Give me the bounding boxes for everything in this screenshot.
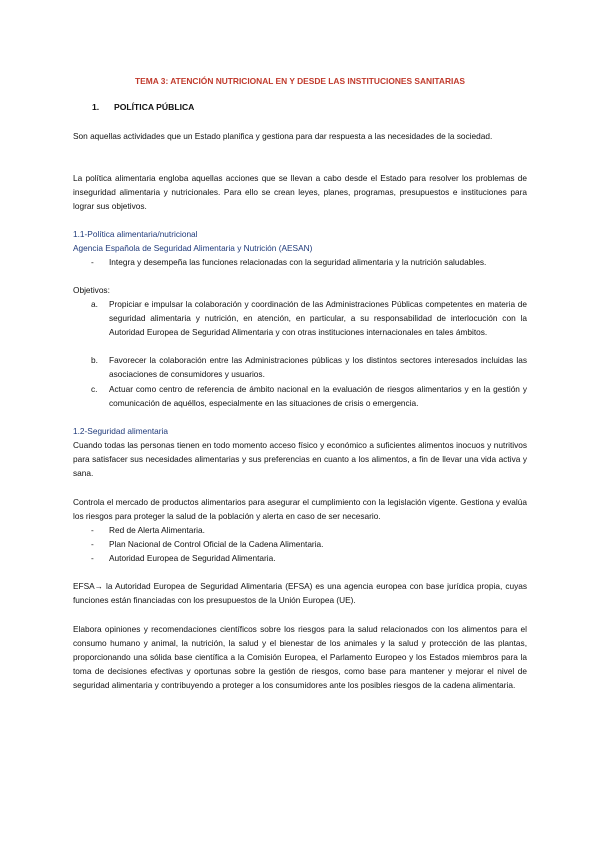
list-item xyxy=(91,537,323,551)
dash-marker: - xyxy=(91,539,94,549)
list-item-text: Red de Alerta Alimentaria. xyxy=(109,525,205,535)
objective-text: Propiciar e impulsar la colaboración y coordinación de las Administraciones Públicas competentes en materia de seguridad alimentaria y nutrición, en atención, en particular, a su responsabilidad de interlocución con la Autoridad Europea de Seguridad Alimentaria y con otras instituciones internacionales en tales ámbitos. xyxy=(109,299,527,337)
objective-text: Favorecer la colaboración entre las Administraciones públicas y los distintos sectores interesados incluidas las asociaciones de consumidores y usuarios. xyxy=(109,355,527,379)
objective-item-c xyxy=(91,382,527,410)
paragraph-elabora: Elabora opiniones y recomendaciones científicos sobre los riesgos para la salud relacionados con los alimentos para el consumo humano y animal, la nutrición, la salud y el bienestar de los animales y la salud y protección de las plantas, proporcionando una sólida base científica a la Comisión Europea, el Parlamento Europeo y los Estados miembros para la toma de decisiones efectivas y oportunas sobre la gestión de riesgos, como base para mantener y mejorar el nivel de seguridad alimentaria y contribuyendo a proteger a los consumidores ante los posibles riesgos de la cadena alimentaria. xyxy=(73,624,527,690)
objective-item-b xyxy=(91,353,527,381)
paragraph-seguridad-alimentaria: Cuando todas las personas tienen en todo momento acceso físico y económico a suficientes alimentos inocuos y nutritivos para satisfacer sus necesidades alimentarias y sus preferencias en cuanto a los alimentos, a fin de llevar una vida activa y sana. xyxy=(73,440,527,478)
objective-marker: c. xyxy=(91,384,98,394)
paragraph-controla: Controla el mercado de productos alimentarios para asegurar el cumplimiento con la legislación vigente. Gestiona y evalúa los riesgos para proteger la salud de la población y alerta en caso de ser necesario. xyxy=(73,497,527,521)
agency-name-aesan: Agencia Española de Seguridad Alimentaria y Nutrición (AESAN) xyxy=(73,243,313,253)
paragraph-politica-alimentaria: La política alimentaria engloba aquellas acciones que se llevan a cabo desde el Estado para resolver los problemas de inseguridad alimentaria y nutricionales. Para ello se crean leyes, planes, programas, presupuestos e instituciones para lograr sus objetivos. xyxy=(73,173,527,211)
dash-marker: - xyxy=(91,257,94,267)
list-item-text: Autoridad Europea de Seguridad Alimentaria. xyxy=(109,553,276,563)
section-number: 1. xyxy=(92,102,100,112)
objective-marker: a. xyxy=(91,299,98,309)
paragraph-efsa: EFSA→ la Autoridad Europea de Seguridad Alimentaria (EFSA) es una agencia europea con base jurídica propia, cuyas funciones están financiadas con los presupuestos de la Unión Europea (UE). xyxy=(73,581,527,605)
subsection-heading-1-2: 1.2-Seguridad alimentaria xyxy=(73,426,169,436)
objective-item-a xyxy=(91,297,527,353)
objective-marker: b. xyxy=(91,355,98,365)
section-heading-politica-publica xyxy=(92,102,194,112)
dash-marker: - xyxy=(91,525,94,535)
objective-text: Actuar como centro de referencia de ámbito nacional en la evaluación de riesgos alimentarios y en la gestión y comunicación de aquéllos, especialmente en las situaciones de crisis o emergencia. xyxy=(109,384,527,408)
list-item-text: Integra y desempeña las funciones relacionadas con la seguridad alimentaria y la nutrición saludables. xyxy=(109,257,487,267)
document-title: TEMA 3: ATENCIÓN NUTRICIONAL EN Y DESDE LAS INSTITUCIONES SANITARIAS xyxy=(135,76,465,86)
list-item xyxy=(91,523,205,537)
list-item xyxy=(91,551,276,565)
list-item-text: Plan Nacional de Control Oficial de la Cadena Alimentaria. xyxy=(109,539,324,549)
objectives-label: Objetivos: xyxy=(73,285,110,295)
subsection-heading-1-1: 1.1-Política alimentaria/nutricional xyxy=(73,229,198,239)
paragraph-definition: Son aquellas actividades que un Estado planifica y gestiona para dar respuesta a las necesidades de la sociedad. xyxy=(73,131,493,141)
dash-marker: - xyxy=(91,553,94,563)
list-item xyxy=(91,255,486,269)
section-heading-text: POLÍTICA PÚBLICA xyxy=(114,102,195,112)
